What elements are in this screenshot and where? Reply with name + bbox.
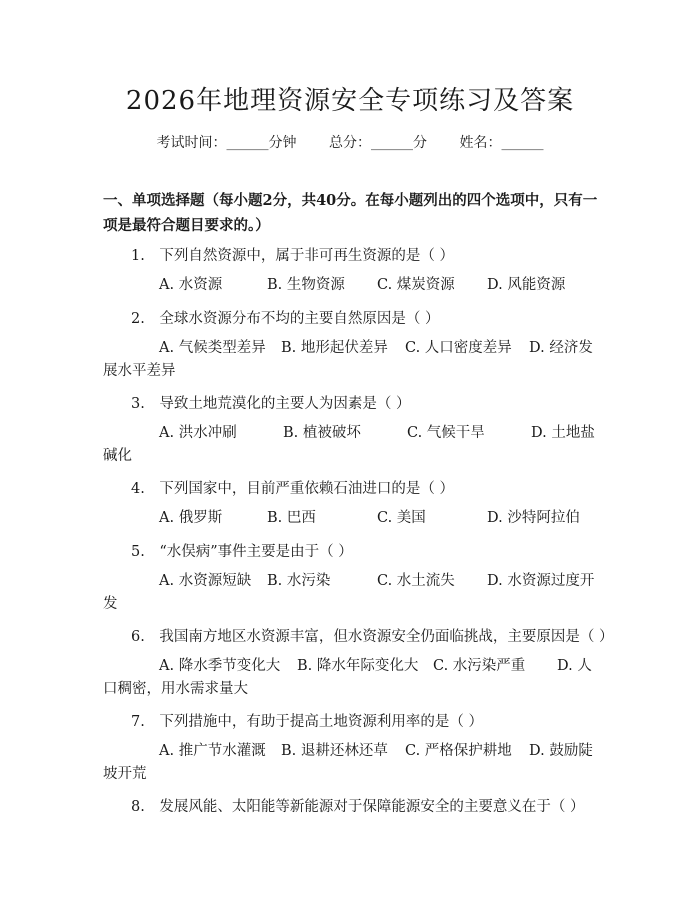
option-c: C. 水土流失 xyxy=(377,573,455,589)
question-options xyxy=(103,422,595,468)
exam-time-field: 考试时间：______分钟 xyxy=(156,135,297,151)
option-a: A. 气候类型差异 xyxy=(159,340,266,356)
option-d: D. 经济发展水平差异 xyxy=(103,340,593,379)
question-stem: 3. 导致土地荒漠化的主要人为因素是（ ） xyxy=(131,396,411,412)
question-stem: 6. 我国南方地区水资源丰富，但水资源安全仍面临挑战，主要原因是（ ） xyxy=(131,629,614,645)
question-options xyxy=(103,655,595,701)
option-a: A. 推广节水灌溉 xyxy=(159,743,266,759)
question-options xyxy=(103,507,595,530)
option-c: C. 气候干旱 xyxy=(407,425,485,441)
question-options xyxy=(103,337,595,383)
option-b: B. 生物资源 xyxy=(267,277,345,293)
option-a: A. 俄罗斯 xyxy=(159,510,223,526)
option-a: A. 降水季节变化大 xyxy=(159,658,281,674)
option-b: B. 巴西 xyxy=(267,510,316,526)
total-score-field: 总分：______分 xyxy=(329,135,427,151)
option-b: B. 植被破坏 xyxy=(283,425,361,441)
option-d: D. 鼓励陡坡开荒 xyxy=(103,743,593,782)
option-c: C. 人口密度差异 xyxy=(405,340,512,356)
option-d: D. 水资源过度开发 xyxy=(103,573,595,612)
option-c: C. 严格保护耕地 xyxy=(405,743,512,759)
option-c: C. 煤炭资源 xyxy=(377,277,455,293)
option-a: A. 水资源 xyxy=(159,277,223,293)
option-b: B. 地形起伏差异 xyxy=(281,340,388,356)
question-stem: 1. 下列自然资源中，属于非可再生资源的是（ ） xyxy=(131,248,454,264)
question-options xyxy=(103,740,595,786)
question-stem: 8. 发展风能、太阳能等新能源对于保障能源安全的主要意义在于（ ） xyxy=(131,799,585,815)
question-options xyxy=(103,570,595,616)
question-stem: 5. “水俣病”事件主要是由于（ ） xyxy=(131,544,353,560)
option-a: A. 水资源短缺 xyxy=(159,573,252,589)
option-d: D. 沙特阿拉伯 xyxy=(487,510,580,526)
question-stem: 7. 下列措施中，有助于提高土地资源利用率的是（ ） xyxy=(131,714,483,730)
option-d: D. 风能资源 xyxy=(487,277,566,293)
option-c: C. 美国 xyxy=(377,510,426,526)
option-b: B. 水污染 xyxy=(267,573,331,589)
option-b: B. 降水年际变化大 xyxy=(297,658,419,674)
exam-meta xyxy=(0,132,700,152)
option-a: A. 洪水冲刷 xyxy=(159,425,237,441)
option-d: D. 土地盐碱化 xyxy=(103,425,595,464)
question-stem: 4. 下列国家中，目前严重依赖石油进口的是（ ） xyxy=(131,481,454,497)
option-b: B. 退耕还林还草 xyxy=(281,743,388,759)
student-name-field: 姓名：______ xyxy=(459,135,544,151)
option-c: C. 水污染严重 xyxy=(433,658,526,674)
question-stem: 2. 全球水资源分布不均的主要自然原因是（ ） xyxy=(131,311,440,327)
question-options xyxy=(103,274,595,297)
option-d: D. 人口稠密，用水需求量大 xyxy=(103,658,592,697)
section-heading: 一、单项选择题（每小题2分，共40分。在每小题列出的四个选项中，只有一项是最符合题目要求的。） xyxy=(103,192,598,234)
page-title: 2026年地理资源安全专项练习及答案 xyxy=(125,86,575,116)
